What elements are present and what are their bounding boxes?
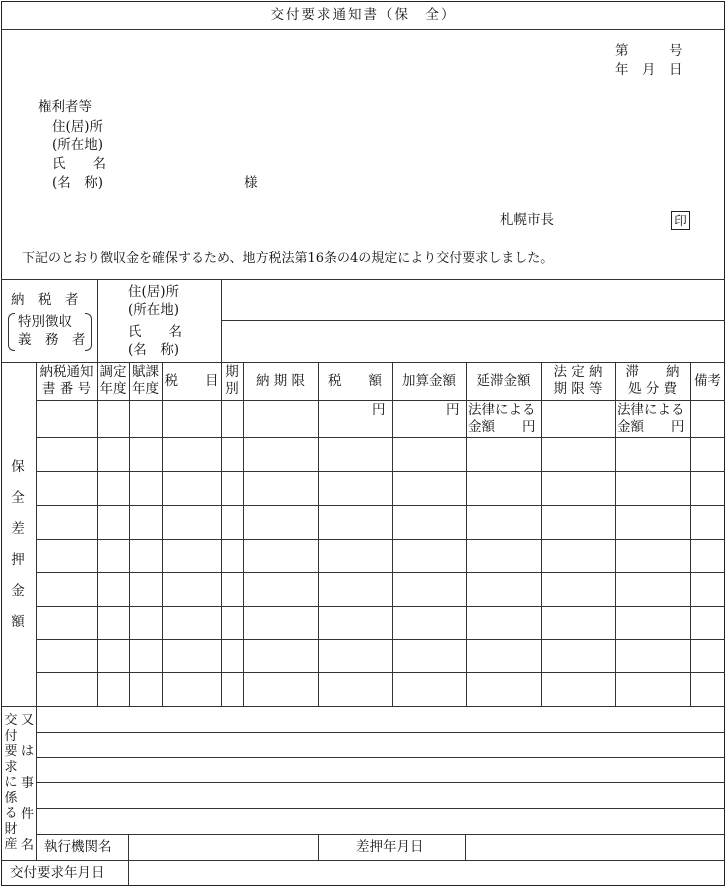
col-line <box>129 362 130 706</box>
property-line <box>36 782 725 783</box>
seizure-divider-2 <box>465 834 466 860</box>
side-char: 付 <box>4 728 18 744</box>
col-line <box>690 362 691 706</box>
row-line <box>36 572 725 573</box>
header-line: 税 額 <box>328 372 382 389</box>
header-line: 法 定 納 <box>553 364 603 380</box>
recipient-name-label: 氏 名 <box>52 156 106 172</box>
side-char: 求 <box>4 759 18 775</box>
side-char: 要 <box>4 744 18 759</box>
seizure-divider-1 <box>318 834 319 860</box>
row-line <box>36 400 725 401</box>
col-line <box>541 362 542 706</box>
header-fiscal-year <box>97 362 129 400</box>
row-line <box>36 539 725 540</box>
property-line <box>36 834 725 835</box>
row-line <box>36 471 725 472</box>
col-line <box>221 362 222 706</box>
special-collector-label-1: 特別徴収 <box>18 314 72 330</box>
header-legal-due-date <box>541 362 615 400</box>
header-disposition-fee <box>615 362 690 400</box>
side-char: 財 <box>4 821 18 837</box>
header-line: 備考 <box>694 372 721 389</box>
col-line <box>162 362 163 706</box>
taxpayer-row-divider <box>221 320 725 321</box>
col-line <box>615 362 616 706</box>
header-line: 期 <box>225 364 239 380</box>
header-line: 書 番 号 <box>41 381 92 397</box>
header-additional-amount <box>392 362 466 400</box>
header-line: 滞 納 <box>625 364 680 380</box>
disposition-unit-1: 法律による <box>617 402 685 418</box>
header-line: 税 目 <box>164 372 219 389</box>
issuer-name: 札幌市長 <box>500 212 554 228</box>
seal-mark: 印 <box>671 211 690 230</box>
side-char: 金 <box>11 583 25 599</box>
property-sub-label-4: 件 <box>21 807 35 822</box>
tax-amount-unit: 円 <box>372 402 386 418</box>
recipient-address-label: 住(居)所 <box>52 119 104 135</box>
col-line <box>97 362 98 706</box>
property-sub-label-3: 事 <box>21 776 35 791</box>
header-line: 別 <box>225 381 239 397</box>
statement-divider <box>1 279 725 280</box>
header-period <box>221 362 243 400</box>
document-number-label: 第 号 <box>615 43 683 59</box>
header-due-date <box>243 362 318 400</box>
recipient-heading: 権利者等 <box>38 99 92 115</box>
header-tax-item <box>162 362 221 400</box>
seizure-date-label: 差押年月日 <box>356 839 424 855</box>
table-bottom-line <box>1 706 725 707</box>
header-line: 期 限 等 <box>553 381 603 397</box>
property-sub-label-2: は <box>21 744 35 759</box>
header-assessment-year <box>129 362 162 400</box>
property-bottom-line <box>1 860 725 861</box>
property-divider <box>36 706 37 860</box>
delinquency-unit-2: 金額 円 <box>468 419 536 435</box>
header-notice-number <box>36 362 97 400</box>
disposition-unit-2: 金額 円 <box>617 419 685 435</box>
header-line: 調定 <box>99 364 127 380</box>
property-sub-label-1: 又 <box>21 713 35 728</box>
header-line: 賦課 <box>132 364 159 380</box>
row-line <box>36 639 725 640</box>
header-delinquency-amount <box>466 362 541 400</box>
form-title: 交付要求通知書（保 全） <box>270 7 457 23</box>
col-line <box>466 362 467 706</box>
header-line: 処 分 費 <box>627 381 678 397</box>
property-sub-label-5: 名 <box>21 838 35 853</box>
header-line: 年度 <box>132 381 159 397</box>
delinquency-unit-1: 法律による <box>468 402 536 418</box>
enforcement-agency-label: 執行機関名 <box>44 839 112 855</box>
taxpayer-address-alt: (所在地) <box>128 302 180 318</box>
property-line <box>36 732 725 733</box>
row-line <box>36 437 725 438</box>
property-line <box>36 757 725 758</box>
col-line <box>318 362 319 706</box>
header-remarks <box>690 362 725 400</box>
col-line <box>36 362 37 706</box>
header-line: 年度 <box>99 381 127 397</box>
header-line: 納 期 限 <box>255 372 306 389</box>
taxpayer-label: 納 税 者 <box>11 292 79 308</box>
header-line: 納税通知 <box>39 364 94 380</box>
taxpayer-name-alt: (名 称) <box>128 342 180 358</box>
recipient-name-alt: (名 称) <box>52 175 104 191</box>
header-line: 延滞金額 <box>476 372 531 389</box>
taxpayer-divider-1 <box>97 279 98 362</box>
additional-amount-unit: 円 <box>446 402 460 418</box>
row-line <box>36 505 725 506</box>
notice-form <box>1 1 725 886</box>
title-divider <box>1 29 725 30</box>
property-side-label <box>3 713 19 853</box>
header-tax-amount <box>318 362 392 400</box>
col-line <box>392 362 393 706</box>
taxpayer-name-label: 氏 名 <box>128 324 182 340</box>
row-line <box>36 672 725 673</box>
property-line <box>36 808 725 809</box>
side-char: に <box>4 775 18 790</box>
side-char: 産 <box>4 837 18 852</box>
taxpayer-address-label: 住(居)所 <box>128 284 180 300</box>
side-char: 差 <box>11 521 25 537</box>
row-line <box>36 606 725 607</box>
side-char: 押 <box>11 552 25 568</box>
special-collector-label-2: 義 務 者 <box>18 332 86 348</box>
document-date-label: 年 月 日 <box>615 62 683 78</box>
col-line <box>243 362 244 706</box>
side-char: 交 <box>4 713 18 728</box>
agency-divider <box>128 834 129 886</box>
side-char: る <box>4 806 18 821</box>
preserved-amount-side-label <box>10 452 26 638</box>
side-char: 額 <box>11 614 25 630</box>
recipient-address-alt: (所在地) <box>52 137 104 153</box>
side-char: 保 <box>11 459 25 475</box>
recipient-honorific: 様 <box>244 175 258 191</box>
side-char: 全 <box>11 490 25 506</box>
header-line: 加算金額 <box>402 372 456 389</box>
request-date-label: 交付要求年月日 <box>10 865 105 881</box>
statement-text: 下記のとおり徴収金を確保するため、地方税法第16条の4の規定により交付要求しました。 <box>22 251 554 266</box>
side-char: 係 <box>4 790 18 806</box>
